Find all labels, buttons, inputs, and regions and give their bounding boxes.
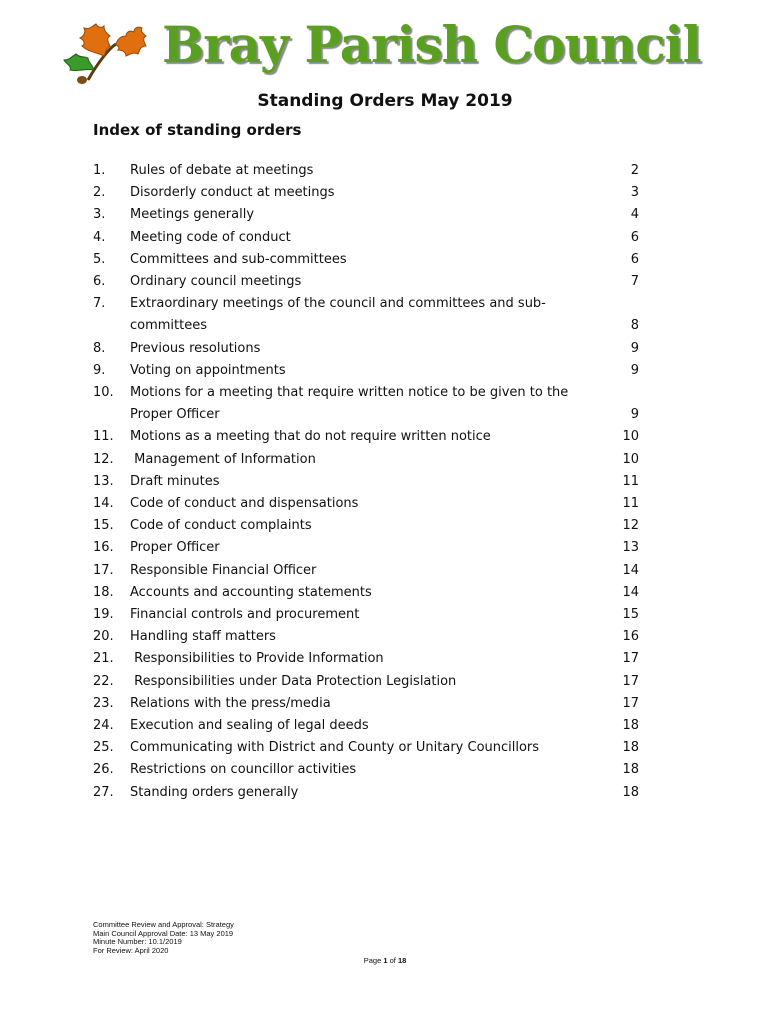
toc-page-number: 16 (622, 629, 639, 645)
toc-number: 23. (93, 695, 114, 711)
toc-number: 1. (93, 163, 106, 178)
document-title: Standing Orders May 2019 (257, 91, 513, 111)
toc-title: Extraordinary meetings of the council and committees and sub-committees (130, 296, 546, 334)
toc-number: 13. (93, 473, 114, 489)
toc-page-number: 10 (622, 451, 639, 467)
toc-number: 6. (93, 274, 106, 290)
toc-page-number: 6 (630, 229, 639, 245)
toc-page-number: 17 (622, 651, 639, 667)
toc-number: 14. (93, 496, 114, 512)
toc-page-number: 4 (630, 207, 639, 223)
page-current: 1 (383, 956, 388, 965)
toc-row (93, 560, 639, 582)
toc-title: Accounts and accounting statements (130, 584, 372, 600)
toc-row (93, 671, 639, 693)
toc-title: Proper Officer (130, 540, 220, 556)
footer-line: Committee Review and Approval: Strategy (93, 920, 234, 929)
toc-number: 11. (93, 429, 114, 445)
toc-number: 18. (93, 584, 114, 600)
table-of-contents (93, 160, 639, 804)
toc-page-number: 17 (622, 673, 639, 689)
toc-page-number: 10 (622, 429, 639, 445)
toc-row (93, 227, 639, 249)
toc-title: Responsible Financial Officer (130, 562, 317, 578)
toc-row (93, 604, 639, 626)
toc-title: Motions for a meeting that require written notice to be given to the Proper Officer (130, 385, 573, 423)
page-of: of (387, 956, 398, 965)
toc-row (93, 160, 639, 182)
toc-page-number: 8 (630, 318, 639, 334)
oak-leaves-icon (60, 22, 150, 88)
toc-title: Code of conduct complaints (130, 518, 312, 534)
document-footer (93, 921, 234, 955)
toc-page-number: 9 (630, 340, 639, 356)
toc-row (93, 715, 639, 737)
toc-page-number: 7 (630, 274, 639, 290)
toc-title: Disorderly conduct at meetings (130, 185, 335, 201)
toc-row (93, 582, 639, 604)
toc-title: Meetings generally (130, 207, 255, 223)
toc-row (93, 271, 639, 293)
toc-title: Voting on appointments (130, 362, 286, 378)
toc-page-number: 3 (630, 185, 639, 201)
toc-row (93, 426, 639, 448)
toc-row (93, 182, 639, 204)
toc-title: Standing orders generally (130, 784, 299, 800)
toc-title: Relations with the press/media (130, 695, 331, 711)
toc-page-number: 2 (630, 163, 639, 178)
toc-title: Ordinary council meetings (130, 274, 302, 290)
toc-page-number: 14 (622, 584, 639, 600)
toc-row (93, 626, 639, 648)
toc-row (93, 759, 639, 781)
toc-number: 4. (93, 229, 106, 245)
toc-page-number: 18 (622, 740, 639, 756)
toc-row (93, 338, 639, 360)
toc-page-number: 15 (622, 607, 639, 623)
toc-page-number: 18 (622, 718, 639, 734)
toc-page-number: 17 (622, 695, 639, 711)
toc-title: Management of Information (130, 451, 316, 467)
toc-number: 10. (93, 385, 114, 401)
toc-title: Rules of debate at meetings (130, 163, 314, 178)
toc-row (93, 493, 639, 515)
toc-page-number: 12 (622, 518, 639, 534)
page-prefix: Page (363, 956, 384, 965)
toc-number: 8. (93, 340, 106, 356)
toc-number: 3. (93, 207, 106, 223)
toc-page-number: 11 (622, 473, 639, 489)
toc-title: Meeting code of conduct (130, 229, 291, 245)
toc-title: Responsibilities to Provide Information (130, 651, 384, 667)
toc-page-number: 6 (630, 251, 639, 267)
toc-row (93, 382, 639, 426)
footer-line: Main Council Approval Date: 13 May 2019 (93, 928, 234, 938)
toc-row (93, 782, 639, 804)
toc-title: Execution and sealing of legal deeds (130, 718, 369, 734)
toc-page-number: 18 (622, 762, 639, 778)
toc-number: 27. (93, 784, 114, 800)
toc-title: Responsibilities under Data Protection Legislation (130, 673, 457, 689)
footer-line: Minute Number: 10.1/2019 (93, 937, 182, 947)
toc-title: Draft minutes (130, 473, 220, 489)
org-name: Bray Parish Council (162, 15, 701, 74)
footer-line: For Review: April 2020 (93, 945, 169, 955)
toc-number: 24. (93, 718, 114, 734)
toc-number: 12. (93, 451, 114, 467)
toc-page-number: 11 (622, 496, 639, 512)
toc-row (93, 693, 639, 715)
toc-row (93, 737, 639, 759)
toc-number: 21. (93, 651, 114, 667)
toc-page-number: 13 (622, 540, 639, 556)
toc-number: 22. (93, 673, 114, 689)
toc-title: Code of conduct and dispensations (130, 496, 359, 512)
toc-page-number: 9 (630, 407, 639, 423)
toc-title: Restrictions on councillor activities (130, 762, 357, 778)
toc-page-number: 14 (622, 562, 639, 578)
toc-number: 15. (93, 518, 114, 534)
toc-title: Motions as a meeting that do not require written notice (130, 429, 491, 445)
toc-title: Previous resolutions (130, 340, 261, 356)
toc-page-number: 18 (622, 784, 639, 800)
toc-title: Handling staff matters (130, 629, 276, 645)
toc-number: 16. (93, 540, 114, 556)
toc-number: 26. (93, 762, 114, 778)
toc-row (93, 471, 639, 493)
toc-row (93, 293, 639, 337)
toc-title: Communicating with District and County or Unitary Councillors (130, 740, 540, 756)
page-number (0, 956, 770, 965)
toc-row (93, 360, 639, 382)
toc-number: 9. (93, 362, 106, 378)
toc-row (93, 204, 639, 226)
toc-row (93, 249, 639, 271)
page-total: 18 (397, 956, 407, 965)
toc-number: 25. (93, 740, 114, 756)
toc-page-number: 9 (630, 362, 639, 378)
toc-title: Committees and sub-committees (130, 251, 347, 267)
index-heading: Index of standing orders (93, 121, 302, 139)
toc-number: 17. (93, 562, 114, 578)
toc-row (93, 515, 639, 537)
toc-number: 20. (93, 629, 114, 645)
toc-number: 7. (93, 296, 106, 312)
toc-row (93, 449, 639, 471)
toc-row (93, 537, 639, 559)
toc-number: 2. (93, 185, 106, 201)
toc-number: 19. (93, 607, 114, 623)
toc-number: 5. (93, 251, 106, 267)
toc-title: Financial controls and procurement (130, 607, 360, 623)
toc-row (93, 648, 639, 670)
